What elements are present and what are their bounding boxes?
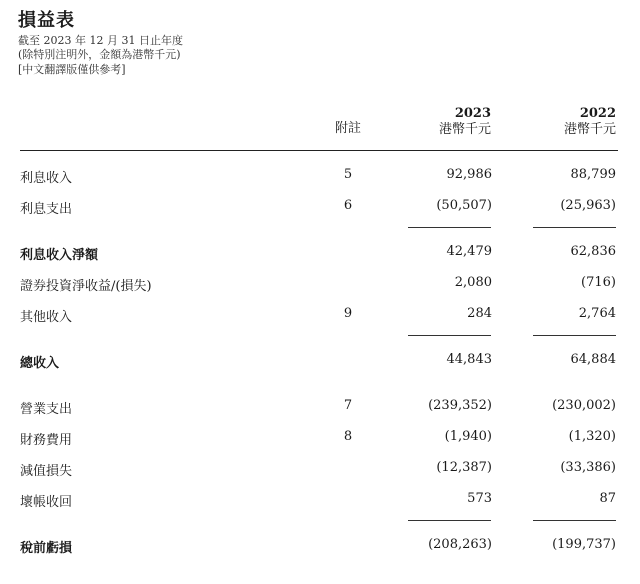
row-value-2023: 284: [467, 306, 492, 321]
row-label: 減值損失: [20, 464, 73, 479]
table-row: [0, 167, 640, 187]
subtotal-rule-2023: [408, 335, 491, 336]
table-row: [0, 352, 640, 372]
year-2023-label: 2023: [454, 106, 491, 121]
row-note: 7: [343, 398, 353, 413]
row-value-2022: (33,386): [560, 460, 616, 475]
table-row: [0, 306, 640, 326]
statement-title: 損益表: [18, 10, 75, 31]
row-value-2022: 62,836: [570, 244, 616, 259]
table-row: [0, 491, 640, 511]
row-value-2023: (239,352): [428, 398, 492, 413]
row-value-2023: (208,263): [428, 537, 492, 552]
row-label: 證券投資淨收益/(損失): [20, 279, 152, 294]
table-row: [0, 460, 640, 480]
row-label: 總收入: [20, 356, 60, 371]
row-label: 營業支出: [20, 402, 73, 417]
period-subtitle: 截至 2023 年 12 月 31 日止年度: [18, 34, 183, 47]
row-value-2022: 2,764: [578, 306, 616, 321]
row-label: 利息收入淨額: [20, 248, 99, 263]
row-value-2022: 88,799: [570, 167, 616, 182]
year-2023-unit: 港幣千元: [438, 122, 491, 137]
row-label: 利息支出: [20, 202, 73, 217]
row-value-2023: (50,507): [436, 198, 492, 213]
table-row: [0, 429, 640, 449]
table-row: [0, 244, 640, 264]
table-row: [0, 398, 640, 418]
row-value-2022: 87: [599, 491, 616, 506]
row-note: 9: [343, 306, 353, 321]
row-value-2022: 64,884: [570, 352, 616, 367]
row-label: 壞帳收回: [20, 495, 73, 510]
table-row: [0, 275, 640, 295]
row-note: 6: [343, 198, 353, 213]
table-row: [0, 198, 640, 218]
row-value-2022: (1,320): [568, 429, 616, 444]
table-row: [0, 537, 640, 557]
subtotal-rule-2023: [408, 227, 491, 228]
row-note: 5: [343, 167, 353, 182]
row-value-2023: (1,940): [444, 429, 492, 444]
year-2023-header: [380, 106, 491, 138]
year-2022-header: [500, 106, 616, 138]
subtotal-rule-2022: [533, 335, 616, 336]
subtotal-rule-2022: [533, 520, 616, 521]
row-value-2022: (199,737): [552, 537, 616, 552]
row-label: 稅前虧損: [20, 541, 73, 556]
row-label: 其他收入: [20, 310, 73, 325]
row-value-2022: (716): [581, 275, 616, 290]
subtotal-rule-2023: [408, 520, 491, 521]
row-value-2022: (25,963): [560, 198, 616, 213]
year-2022-label: 2022: [579, 106, 616, 121]
row-value-2023: 573: [467, 491, 492, 506]
header-divider: [20, 150, 618, 151]
row-value-2023: (12,387): [436, 460, 492, 475]
translation-note: [中文翻譯版僅供參考]: [18, 63, 126, 76]
note-column-header: 附註: [334, 121, 361, 136]
row-value-2023: 44,843: [446, 352, 492, 367]
row-label: 財務費用: [20, 433, 73, 448]
row-value-2023: 92,986: [446, 167, 492, 182]
row-note: 8: [343, 429, 353, 444]
subtotal-rule-2022: [533, 227, 616, 228]
row-value-2023: 42,479: [446, 244, 492, 259]
row-value-2022: (230,002): [552, 398, 616, 413]
year-2022-unit: 港幣千元: [563, 122, 616, 137]
row-value-2023: 2,080: [454, 275, 492, 290]
currency-note: (除特別注明外，金額為港幣千元): [18, 48, 181, 61]
row-label: 利息收入: [20, 171, 73, 186]
